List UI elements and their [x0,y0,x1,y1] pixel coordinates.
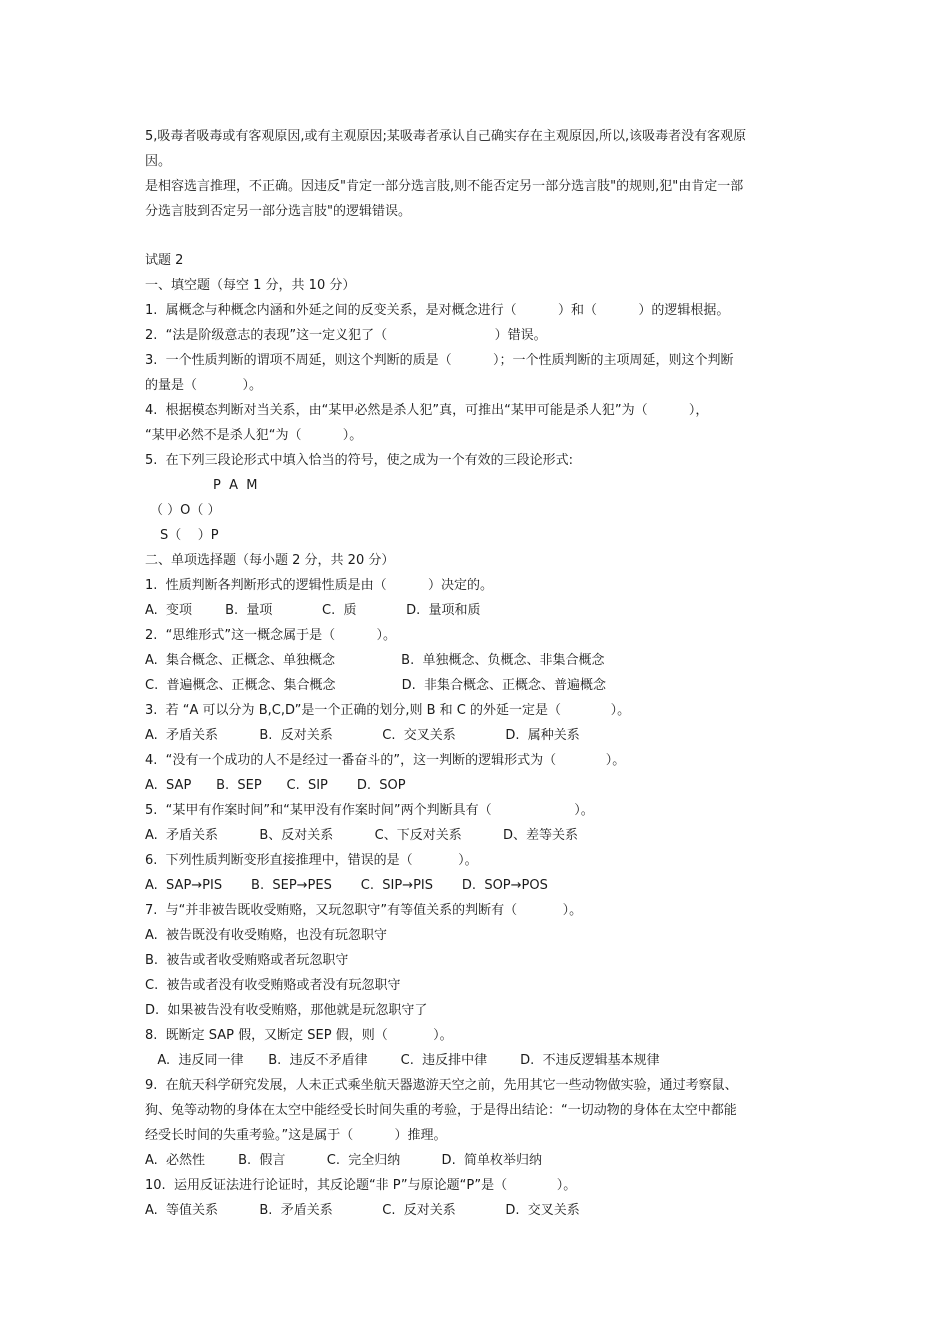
option-line: C. 普遍概念、正概念、集合概念 D. 非集合概念、正概念、普遍概念 [145,678,606,693]
section-title: 试题 2 [145,253,184,268]
syllogism-line: S（ ）P [160,528,219,543]
section-heading: 二、单项选择题（每小题 2 分，共 20 分） [145,553,395,568]
syllogism-line: （ ）O（ ） [150,503,221,518]
text-line: 5,吸毒者吸毒或有客观原因,或有主观原因;某吸毒者承认自己确实存在主观原因,所以,该吸毒者没有客观原 [145,129,747,144]
question-line: 1. 性质判断各判断形式的逻辑性质是由（ ）决定的。 [145,578,493,593]
question-line: 9. 在航天科学研究发展，人未正式乘坐航天器遨游天空之前，先用其它一些动物做实验，通过考察鼠、 [145,1078,738,1093]
option-line: A. 矛盾关系 B、反对关系 C、下反对关系 D、差等关系 [145,828,579,843]
question-line: 5. “某甲有作案时间”和“某甲没有作案时间”两个判断具有（ ）。 [145,803,594,818]
question-line: 6. 下列性质判断变形直接推理中，错误的是（ ）。 [145,853,478,868]
syllogism-line: P A M [213,478,258,493]
option-line: A. SAP B. SEP C. SIP D. SOP [145,778,406,793]
text-line: 分选言肢到否定另一部分选言肢"的逻辑错误。 [145,204,411,219]
question-line: 1. 属概念与种概念内涵和外延之间的反变关系，是对概念进行（ ）和（ ）的逻辑根据。 [145,303,730,318]
question-line: 4. “没有一个成功的人不是经过一番奋斗的”，这一判断的逻辑形式为（ ）。 [145,753,626,768]
text-line: 是相容选言推理，不正确。因违反"肯定一部分选言肢,则不能否定另一部分选言肢"的规则,犯"由肯定一部 [145,179,744,194]
question-line: 3. 一个性质判断的谓项不周延，则这个判断的质是（ ）；一个性质判断的主项周延，则这个判断 [145,353,734,368]
option-line: A. 必然性 B. 假言 C. 完全归纳 D. 简单枚举归纳 [145,1153,542,1168]
question-line: 3. 若 “A 可以分为 B,C,D”是一个正确的划分,则 B 和 C 的外延一定是（ ）。 [145,703,631,718]
option-line: A. 变项 B. 量项 C. 质 D. 量项和质 [145,603,481,618]
option-line: D. 如果被告没有收受贿赂，那他就是玩忽职守了 [145,1003,428,1018]
section-heading: 一、填空题（每空 1 分，共 10 分） [145,278,356,293]
question-line: 狗、兔等动物的身体在太空中能经受长时间失重的考验，于是得出结论：“一切动物的身体在太空中都能 [145,1103,737,1118]
option-line: A. SAP→PIS B. SEP→PES C. SIP→PIS D. SOP→POS [145,878,548,893]
question-line: 经受长时间的失重考验。”这是属于（ ）推理。 [145,1128,447,1143]
question-line: 8. 既断定 SAP 假，又断定 SEP 假，则（ ）。 [145,1028,453,1043]
question-line: 5. 在下列三段论形式中填入恰当的符号，使之成为一个有效的三段论形式: [145,453,574,468]
option-line: A. 集合概念、正概念、单独概念 B. 单独概念、负概念、非集合概念 [145,653,605,668]
question-line: 10. 运用反证法进行论证时，其反论题“非 P”与原论题“P”是（ ）。 [145,1178,577,1193]
text-line: 因。 [145,154,172,169]
question-line: “某甲必然不是杀人犯“为（ ）。 [145,428,363,443]
option-line: B. 被告或者收受贿赂或者玩忽职守 [145,953,349,968]
question-line: 2. “法是阶级意志的表现”这一定义犯了（ ）错误。 [145,328,547,343]
option-line: A. 被告既没有收受贿赂，也没有玩忽职守 [145,928,388,943]
option-line: A. 矛盾关系 B. 反对关系 C. 交叉关系 D. 属种关系 [145,728,580,743]
option-line: C. 被告或者没有收受贿赂或者没有玩忽职守 [145,978,401,993]
option-line: A. 等值关系 B. 矛盾关系 C. 反对关系 D. 交叉关系 [145,1203,580,1218]
question-line: 的量是（ ）。 [145,378,262,393]
question-line: 4. 根据模态判断对当关系，由“某甲必然是杀人犯”真，可推出“某甲可能是杀人犯”为（ ）， [145,403,709,418]
question-line: 2. “思维形式”这一概念属于是（ ）。 [145,628,396,643]
question-line: 7. 与“并非被告既收受贿赂，又玩忽职守”有等值关系的判断有（ ）。 [145,903,583,918]
option-line: A. 违反同一律 B. 违反不矛盾律 C. 违反排中律 D. 不违反逻辑基本规律 [145,1053,660,1068]
